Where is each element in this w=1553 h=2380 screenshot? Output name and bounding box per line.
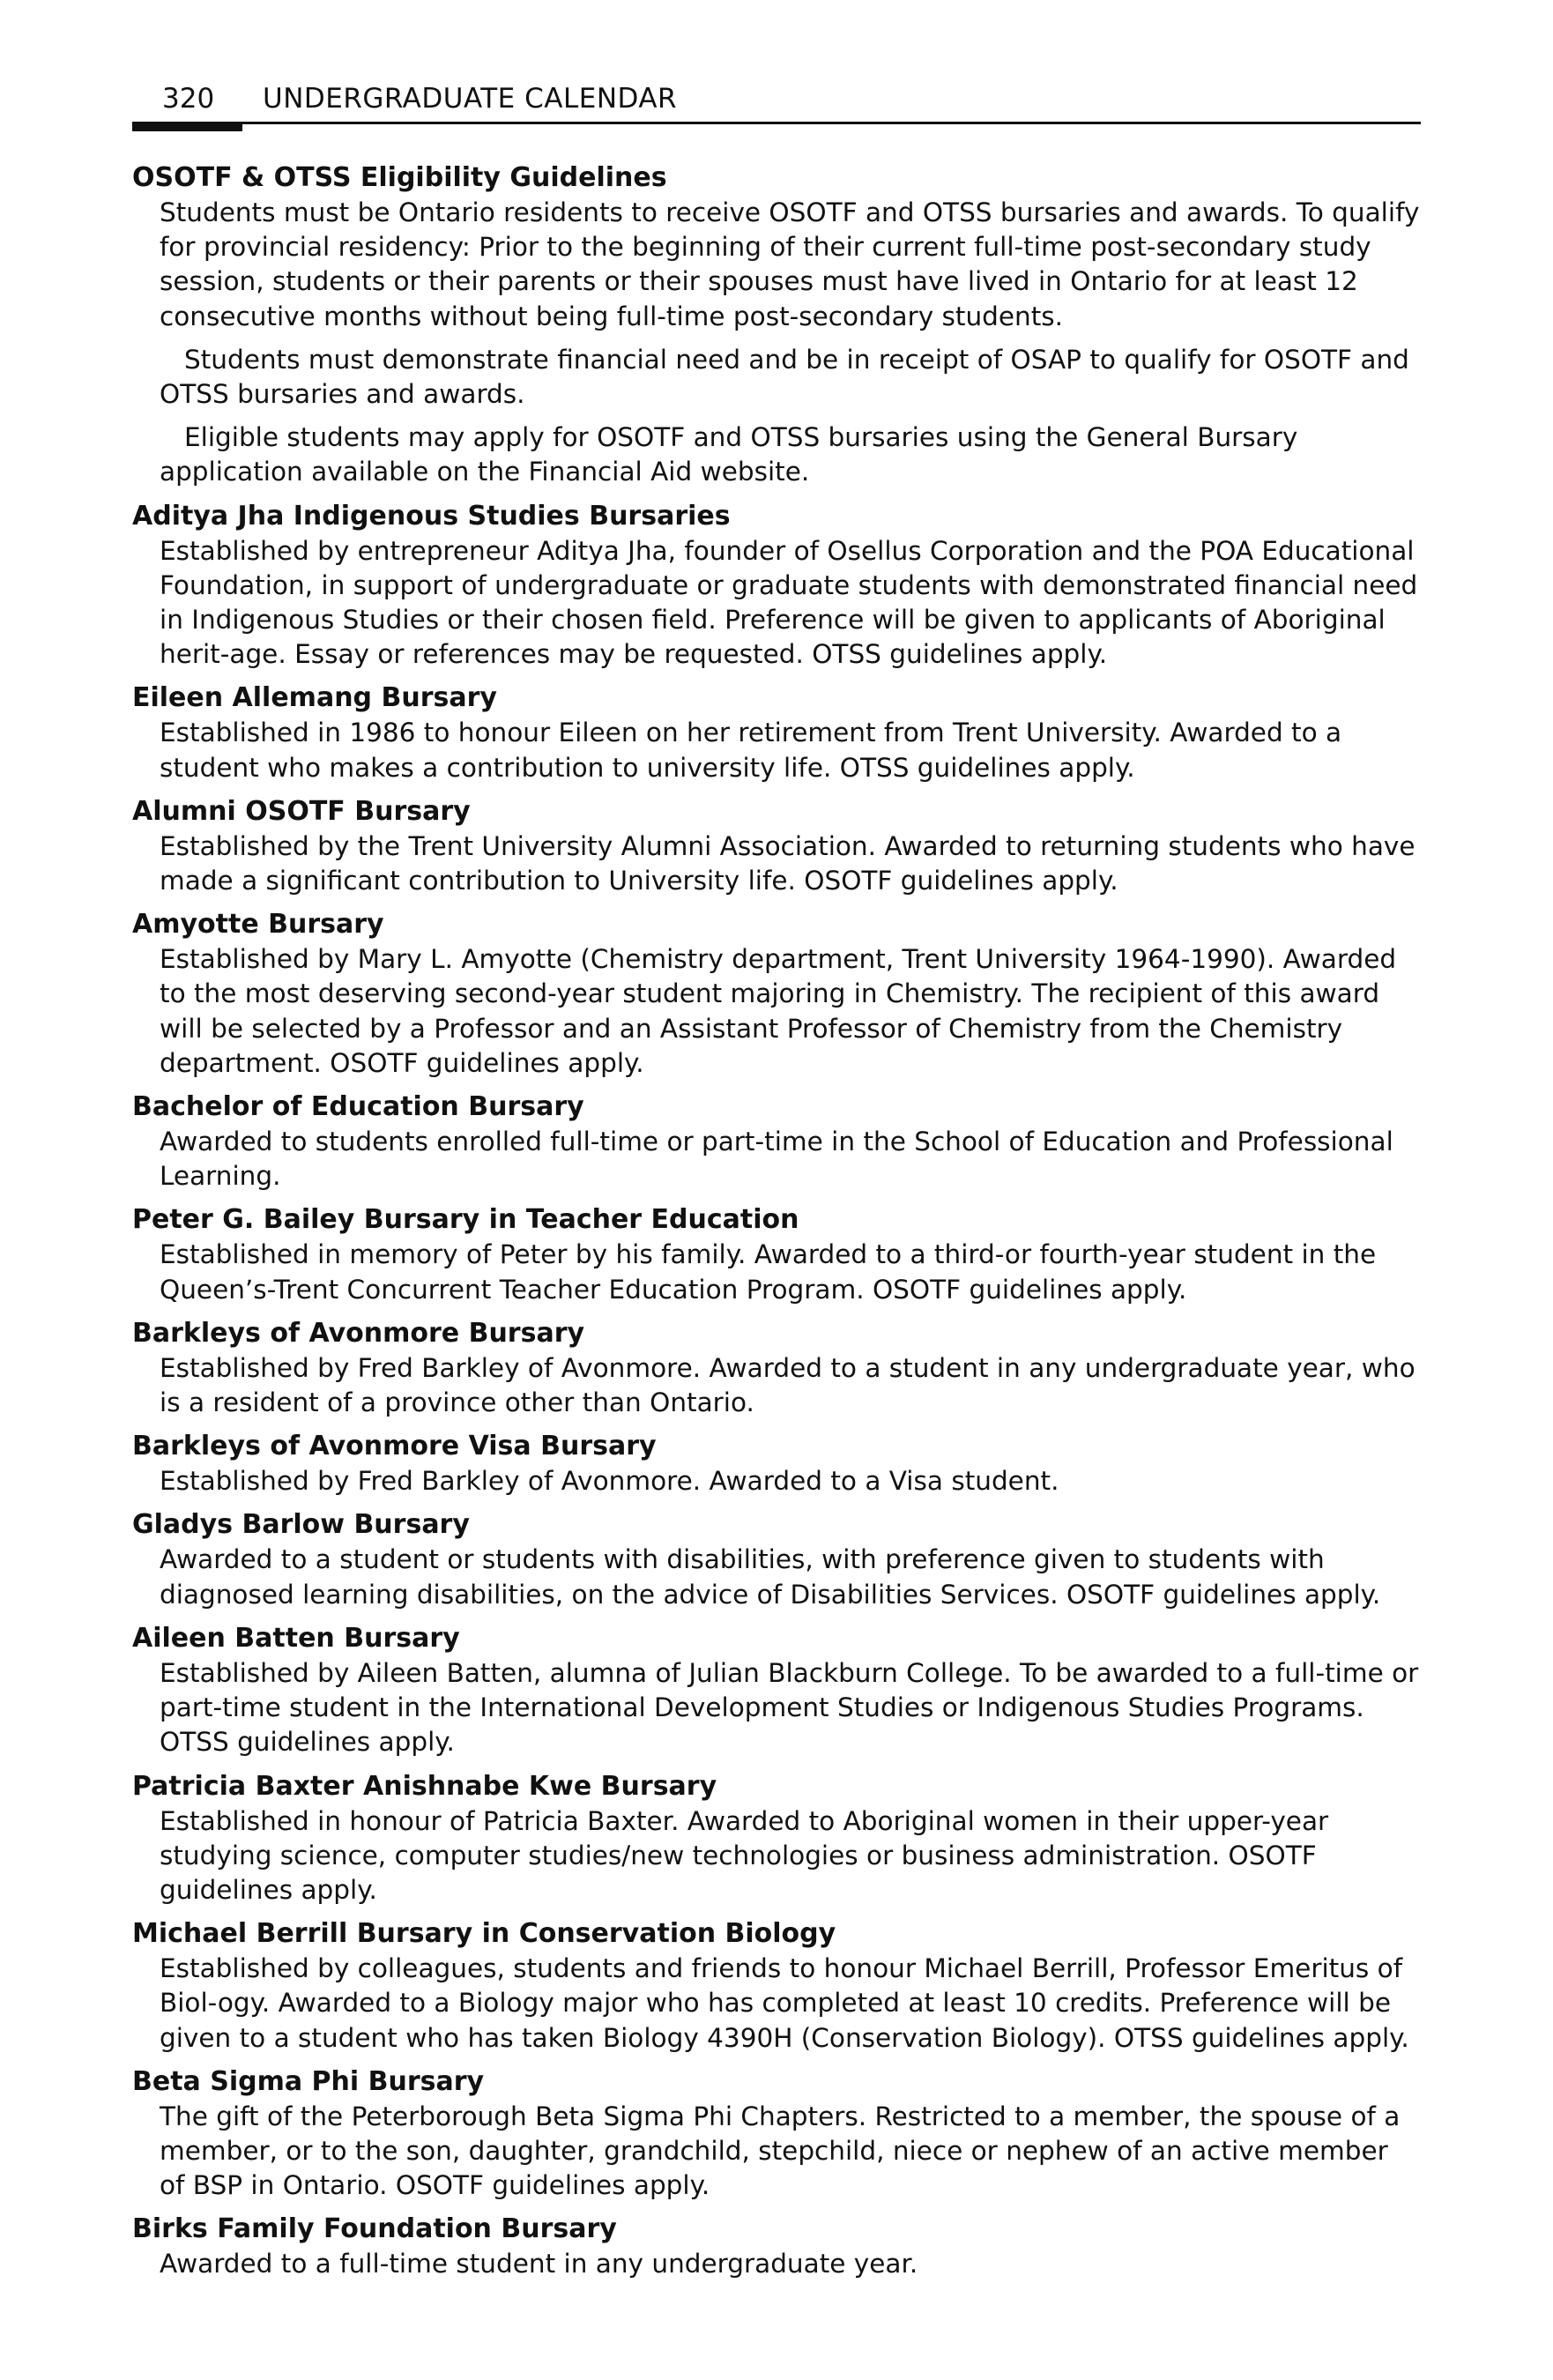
bursary-entry — [132, 499, 1421, 673]
bursary-title: Bachelor of Education Bursary — [132, 1091, 584, 1123]
bursary-title: Barkleys of Avonmore Visa Bursary — [132, 1431, 657, 1462]
bursary-title: Amyotte Bursary — [132, 909, 384, 941]
bursary-entry — [132, 1316, 1421, 1420]
bursary-title: Eileen Allemang Bursary — [132, 682, 497, 714]
section-heading: OSOTF & OTSS Eligibility Guidelines — [132, 162, 667, 193]
bursary-title: Birks Family Foundation Bursary — [132, 2213, 617, 2245]
bursary-description: Awarded to a student or students with disabilities, with preference given to students with diagnosed learning disabilities, on the advice of Disabilities Services. OSOTF guidelines apply. — [160, 1544, 1381, 1610]
bursary-description: Established by Fred Barkley of Avonmore. Awarded to a Visa student. — [160, 1466, 1059, 1497]
bursary-entry — [132, 1429, 1421, 1499]
bursary-description: Established in 1986 to honour Eileen on her retirement from Trent University. Awarded to a student who makes a contribution to university life. OTSS guidelines apply. — [160, 718, 1342, 783]
bursary-title: Alumni OSOTF Bursary — [132, 795, 471, 827]
page-header — [132, 81, 1421, 134]
bursary-description: Awarded to a full-time student in any undergraduate year. — [160, 2249, 918, 2280]
page-content — [132, 160, 1421, 2291]
bursary-description: Established in honour of Patricia Baxter. Awarded to Aboriginal women in their upper-year studying science, computer studies/new technologies or business administration. OSOTF guidelines apply. — [160, 1805, 1329, 1905]
bursary-title: Patricia Baxter Anishnabe Kwe Bursary — [132, 1770, 717, 1802]
bursary-entry — [132, 1769, 1421, 1908]
bursary-entry — [132, 681, 1421, 785]
bursary-title: Barkleys of Avonmore Bursary — [132, 1317, 585, 1349]
paragraph: Students must be Ontario residents to receive OSOTF and OTSS bursaries and awards. To qualify for provincial residency: Prior to the beginning of their current full-time post-secondary study session, students or their parents or their spouses must have lived in Ontario for at least 12 consecutive months without being full-time post-secondary students. — [160, 197, 1420, 331]
bursary-title: Peter G. Bailey Bursary in Teacher Education — [132, 1204, 799, 1236]
bursary-title: Aileen Batten Bursary — [132, 1622, 460, 1654]
bursary-description: Established by entrepreneur Aditya Jha, founder of Osellus Corporation and the POA Educational Foundation, in support of undergraduate or graduate students with demonstrated financial need in Indigenous Studies or their chosen field. Preference will be given to applicants of Aboriginal herit-age. Essay or references may be requested. OTSS guidelines apply. — [160, 535, 1418, 670]
paragraph: Students must demonstrate financial need and be in receipt of OSAP to qualify for OSOTF and OTSS bursaries and awards. — [160, 344, 1409, 410]
bursary-entry — [132, 1090, 1421, 1194]
bursary-entry — [132, 1621, 1421, 1760]
running-title: UNDERGRADUATE CALENDAR — [263, 83, 678, 115]
guidelines-section — [132, 160, 1421, 490]
header-tab-bar — [132, 122, 242, 131]
bursary-description: Established by the Trent University Alumni Association. Awarded to returning students who have made a significant contribution to University life. OSOTF guidelines apply. — [160, 830, 1416, 896]
bursary-description: Established by Mary L. Amyotte (Chemistry department, Trent University 1964-1990). Awarded to the most deserving second-year student majoring in Chemistry. The recipient of this award will be selected by a Professor and an Assistant Professor of Chemistry from the Chemistry department. OSOTF guidelines apply. — [160, 944, 1397, 1078]
paragraph: Eligible students may apply for OSOTF and OTSS bursaries using the General Bursary application available on the Financial Aid website. — [160, 422, 1298, 487]
bursary-title: Aditya Jha Indigenous Studies Bursaries — [132, 500, 731, 532]
bursary-description: The gift of the Peterborough Beta Sigma Phi Chapters. Restricted to a member, the spouse of a member, or to the son, daughter, grandchild, stepchild, niece or nephew of an active member of BSP in Ontario. OSOTF guidelines apply. — [160, 2101, 1401, 2201]
bursary-description: Established by Fred Barkley of Avonmore. Awarded to a student in any undergraduate year, who is a resident of a province other than Ontario. — [160, 1352, 1416, 1418]
bursary-title: Beta Sigma Phi Bursary — [132, 2065, 485, 2097]
bursary-title: Michael Berrill Bursary in Conservation Biology — [132, 1918, 836, 1950]
bursary-description: Established by Aileen Batten, alumna of Julian Blackburn College. To be awarded to a full-time or part-time student in the International Development Studies or Indigenous Studies Programs. OTSS guidelines apply. — [160, 1657, 1419, 1758]
bursary-title: Gladys Barlow Bursary — [132, 1509, 470, 1541]
bursary-entry — [132, 1507, 1421, 1611]
page-number: 320 — [162, 83, 215, 115]
header-rule — [132, 122, 1421, 124]
bursary-entry — [132, 794, 1421, 898]
bursary-entry — [132, 1202, 1421, 1306]
bursary-entry — [132, 1916, 1421, 2056]
bursary-description: Awarded to students enrolled full-time or part-time in the School of Education and Professional Learning. — [160, 1127, 1393, 1192]
bursary-description: Established by colleagues, students and friends to honour Michael Berrill, Professor Emeritus of Biol-ogy. Awarded to a Biology major who has completed at least 10 credits. Preference will be given to a student who has taken Biology 4390H (Conservation Biology). OTSS guidelines apply. — [160, 1953, 1409, 2053]
bursary-entry — [132, 907, 1421, 1081]
bursary-entry — [132, 2212, 1421, 2281]
bursary-description: Established in memory of Peter by his family. Awarded to a third-or fourth-year student in the Queen’s-Trent Concurrent Teacher Education Program. OSOTF guidelines apply. — [160, 1239, 1377, 1305]
bursary-entry — [132, 2064, 1421, 2204]
